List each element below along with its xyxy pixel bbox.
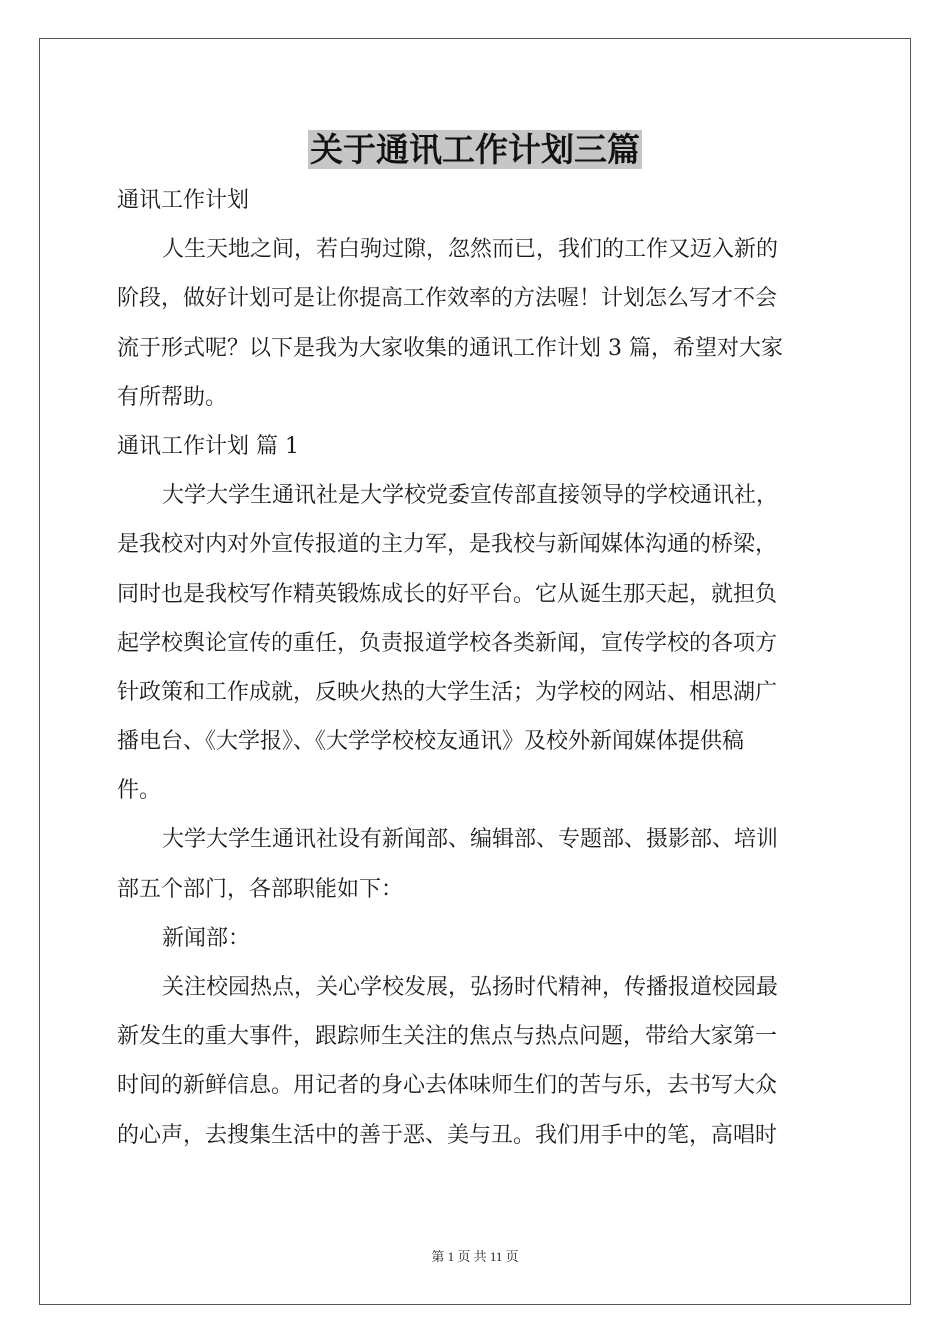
document-title xyxy=(0,128,950,172)
page-footer: 第 1 页 共 11 页 xyxy=(431,1249,519,1264)
title-text: 关于通讯工作计划三篇 xyxy=(310,130,640,169)
text-line: 新发生的重大事件，跟踪师生关注的焦点与热点问题，带给大家第一 xyxy=(117,1024,778,1050)
text-line: 同时也是我校写作精英锻炼成长的好平台。它从诞生那天起，就担负 xyxy=(117,581,778,607)
text-line: 关注校园热点，关心学校发展，弘扬时代精神，传播报道校园最 xyxy=(162,975,779,1000)
text-line: 起学校舆论宣传的重任，负责报道学校各类新闻，宣传学校的各项方 xyxy=(117,630,778,656)
document-body xyxy=(117,176,835,1160)
text-line: 大学大学生通讯社是大学校党委宣传部直接领导的学校通讯社， xyxy=(162,483,779,509)
text-line: 有所帮助。 xyxy=(117,384,228,410)
text-line: 件。 xyxy=(117,778,162,804)
text-line: 阶段，做好计划可是让你提高工作效率的方法喔！计划怎么写才不会 xyxy=(117,286,778,312)
text-line: 部五个部门，各部职能如下： xyxy=(117,876,404,902)
text-line: 针政策和工作成就，反映火热的大学生活；为学校的网站、相思湖广 xyxy=(117,679,778,705)
text-line: 流于形式呢？以下是我为大家收集的通讯工作计划 3 篇，希望对大家 xyxy=(117,335,783,361)
text-line: 通讯工作计划 篇 1 xyxy=(117,433,299,459)
text-line: 时间的新鲜信息。用记者的身心去体味师生们的苦与乐，去书写大众 xyxy=(117,1073,778,1099)
text-line: 人生天地之间，若白驹过隙，忽然而已，我们的工作又迈入新的 xyxy=(162,237,779,263)
text-line: 播电台、《大学报》、《大学学校校友通讯》及校外新闻媒体提供稿 xyxy=(117,729,745,755)
text-line: 的心声，去搜集生活中的善于恶、美与丑。我们用手中的笔，高唱时 xyxy=(117,1122,778,1148)
text-line: 大学大学生通讯社设有新闻部、编辑部、专题部、摄影部、培训 xyxy=(162,827,779,853)
text-line: 新闻部： xyxy=(162,925,251,951)
text-line: 是我校对内对外宣传报道的主力军，是我校与新闻媒体沟通的桥梁， xyxy=(117,532,778,558)
text-line: 通讯工作计划 xyxy=(117,188,250,213)
